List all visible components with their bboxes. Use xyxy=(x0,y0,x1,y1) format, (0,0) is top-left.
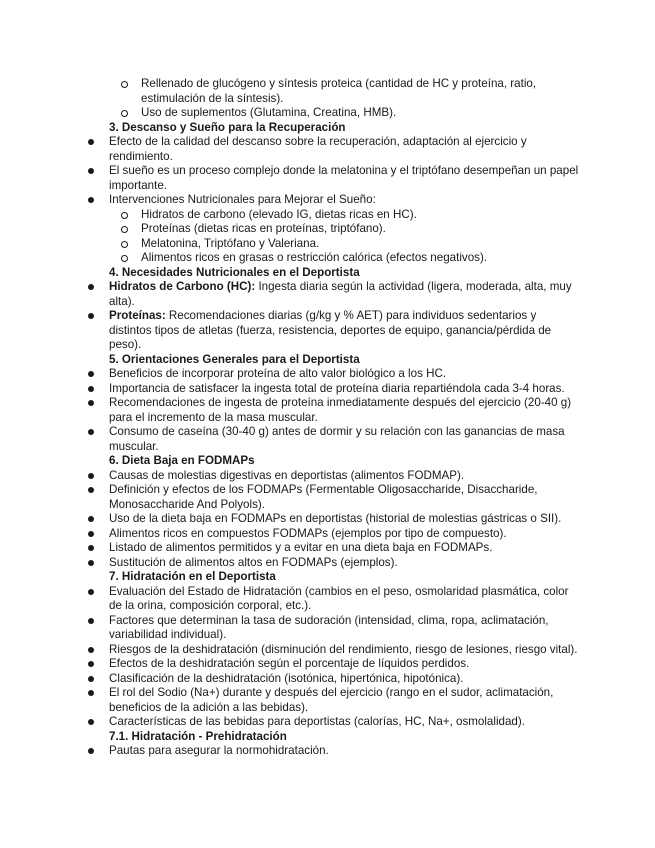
list-item: Listado de alimentos permitidos y a evitar en una dieta baja en FODMAPs. xyxy=(0,541,579,556)
list-item xyxy=(0,309,579,353)
list-item-term: Hidratos de Carbono (HC): xyxy=(109,280,256,293)
list-item: Consumo de caseína (30-40 g) antes de dormir y su relación con las ganancias de masa muscular. xyxy=(0,425,579,454)
section-heading: 3. Descanso y Sueño para la Recuperación xyxy=(109,120,346,134)
list-item: Evaluación del Estado de Hidratación (cambios en el peso, osmolaridad plasmática, color de la orina, composición corporal, etc.). xyxy=(0,585,579,614)
list-item: El sueño es un proceso complejo donde la melatonina y el triptófano desempeñan un papel importante. xyxy=(0,164,579,193)
sub-list-item: Uso de suplementos (Glutamina, Creatina, HMB). xyxy=(0,106,571,121)
sub-list-item: Rellenado de glucógeno y síntesis proteica (cantidad de HC y proteína, ratio, estimulación de la síntesis). xyxy=(0,77,571,106)
sub-list-item: Hidratos de carbono (elevado IG, dietas ricas en HC). xyxy=(0,208,571,223)
list-item: Recomendaciones de ingesta de proteína inmediatamente después del ejercicio (20-40 g) para el incremento de la masa muscular. xyxy=(0,396,579,425)
section-heading: 7.1. Hidratación - Prehidratación xyxy=(109,729,287,743)
list-item: Alimentos ricos en compuestos FODMAPs (ejemplos por tipo de compuesto). xyxy=(0,527,579,542)
list-item: Definición y efectos de los FODMAPs (Fermentable Oligosaccharide, Disaccharide, Monosaccharide And Polyols). xyxy=(0,483,579,512)
list-item: Intervenciones Nutricionales para Mejorar el Sueño: xyxy=(0,193,579,208)
list-item: Sustitución de alimentos altos en FODMAPs (ejemplos). xyxy=(0,556,579,571)
list-item xyxy=(0,280,579,309)
section-heading: 5. Orientaciones Generales para el Deportista xyxy=(109,352,360,366)
section-heading: 7. Hidratación en el Deportista xyxy=(109,570,276,583)
list-item: El rol del Sodio (Na+) durante y después del ejercicio (rango en el sudor, aclimatación, beneficios de la adición a las bebidas). xyxy=(0,686,579,715)
list-item: Factores que determinan la tasa de sudoración (intensidad, clima, ropa, aclimatación, variabilidad individual). xyxy=(0,614,579,643)
sub-list-item: Proteínas (dietas ricas en proteínas, triptófano). xyxy=(0,222,571,237)
list-item: Riesgos de la deshidratación (disminución del rendimiento, riesgo de lesiones, riesgo vital). xyxy=(0,643,579,658)
list-item: Causas de molestias digestivas en deportistas (alimentos FODMAP). xyxy=(0,469,579,484)
list-item-term: Proteínas: xyxy=(109,309,166,322)
section-heading: 6. Dieta Baja en FODMAPs xyxy=(109,454,255,467)
list-item: Pautas para asegurar la normohidratación. xyxy=(0,744,579,759)
sub-list-item: Melatonina, Triptófano y Valeriana. xyxy=(0,237,571,252)
list-item: Beneficios de incorporar proteína de alto valor biológico a los HC. xyxy=(0,367,579,382)
list-item: Características de las bebidas para deportistas (calorías, HC, Na+, osmolalidad). xyxy=(0,715,579,730)
list-item: Efectos de la deshidratación según el porcentaje de líquidos perdidos. xyxy=(0,657,579,672)
list-item: Importancia de satisfacer la ingesta total de proteína diaria repartiéndola cada 3-4 horas. xyxy=(0,382,579,397)
list-item: Uso de la dieta baja en FODMAPs en deportistas (historial de molestias gástricas o SII). xyxy=(0,512,579,527)
list-item-text: Ingesta diaria según la actividad (ligera, moderada, alta, muy alta). xyxy=(109,280,572,308)
sub-list-item: Alimentos ricos en grasas o restricción calórica (efectos negativos). xyxy=(0,251,571,266)
list-item: Clasificación de la deshidratación (isotónica, hipertónica, hipotónica). xyxy=(0,672,579,687)
document-content xyxy=(0,77,655,759)
section-heading: 4. Necesidades Nutricionales en el Deportista xyxy=(109,265,360,279)
list-item: Efecto de la calidad del descanso sobre la recuperación, adaptación al ejercicio y rendimiento. xyxy=(0,135,579,164)
list-item-text: Recomendaciones diarias (g/kg y % AET) para individuos sedentarios y distintos tipos de atletas (fuerza, resistencia, deportes de equipo, ganancia/pérdida de peso). xyxy=(109,309,552,351)
